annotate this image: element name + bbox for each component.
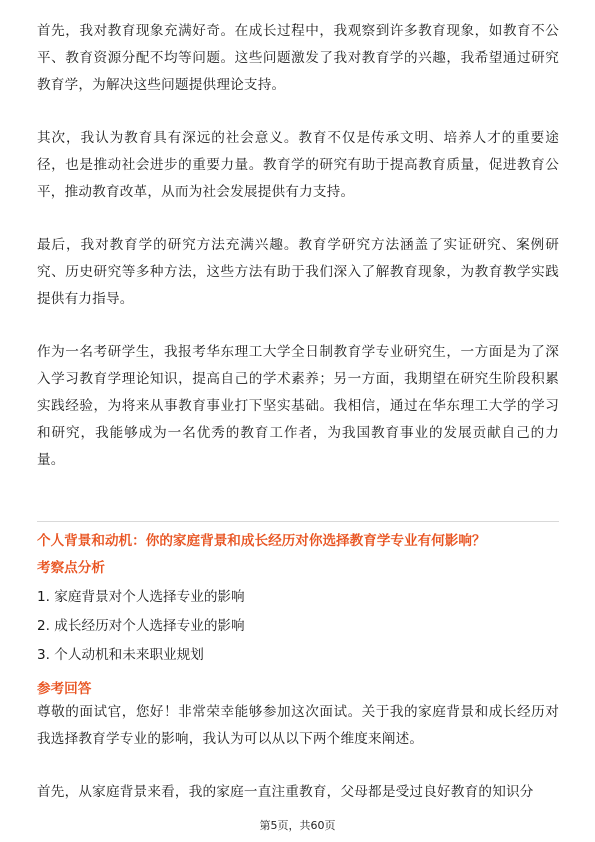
body-text — [37, 18, 559, 474]
paragraph-3: 最后，我对教育学的研究方法充满兴趣。教育学研究方法涵盖了实证研究、案例研究、历史研究等多种方法，这些方法有助于我们深入了解教育现象，为教育教学实践提供有力指导。 — [37, 237, 559, 307]
page-footer: 第5页，共60页 — [259, 819, 336, 832]
analysis-heading: 考察点分析 — [37, 560, 105, 576]
paragraph-4: 作为一名考研学生，我报考华东理工大学全日制教育学专业研究生，一方面是为了深入学习教育学理论知识，提高自己的学术素养；另一方面，我期望在研究生阶段积累实践经验，为将来从事教育事业打下坚实基础。我相信，通过在华东理工大学的学习和研究，我能够成为一名优秀的教育工作者，为我国教育事业的发展贡献自己的力量。 — [37, 344, 559, 468]
answer-text — [37, 699, 559, 806]
analysis-item-3: 3. 个人动机和未来职业规划 — [37, 647, 204, 663]
analysis-item-2: 2. 成长经历对个人选择专业的影响 — [37, 618, 245, 634]
paragraph-2: 其次，我认为教育具有深远的社会意义。教育不仅是传承文明、培养人才的重要途径，也是推动社会进步的重要力量。教育学的研究有助于提高教育质量，促进教育公平，推动教育改革，从而为社会发展提供有力支持。 — [37, 130, 559, 200]
answer-paragraph-2: 首先，从家庭背景来看，我的家庭一直注重教育，父母都是受过良好教育的知识分 — [37, 784, 534, 800]
section-divider — [37, 521, 559, 522]
analysis-item-1: 1. 家庭背景对个人选择专业的影响 — [37, 589, 245, 605]
paragraph-1: 首先，我对教育现象充满好奇。在成长过程中，我观察到许多教育现象，如教育不公平、教育资源分配不均等问题。这些问题激发了我对教育学的兴趣，我希望通过研究教育学，为解决这些问题提供理论支持。 — [37, 23, 559, 93]
answer-heading: 参考回答 — [37, 681, 92, 697]
interview-question: 个人背景和动机：你的家庭背景和成长经历对你选择教育学专业有何影响？ — [37, 533, 486, 549]
answer-paragraph-1: 尊敬的面试官，您好！非常荣幸能够参加这次面试。关于我的家庭背景和成长经历对我选择教育学专业的影响，我认为可以从以下两个维度来阐述。 — [37, 704, 559, 747]
